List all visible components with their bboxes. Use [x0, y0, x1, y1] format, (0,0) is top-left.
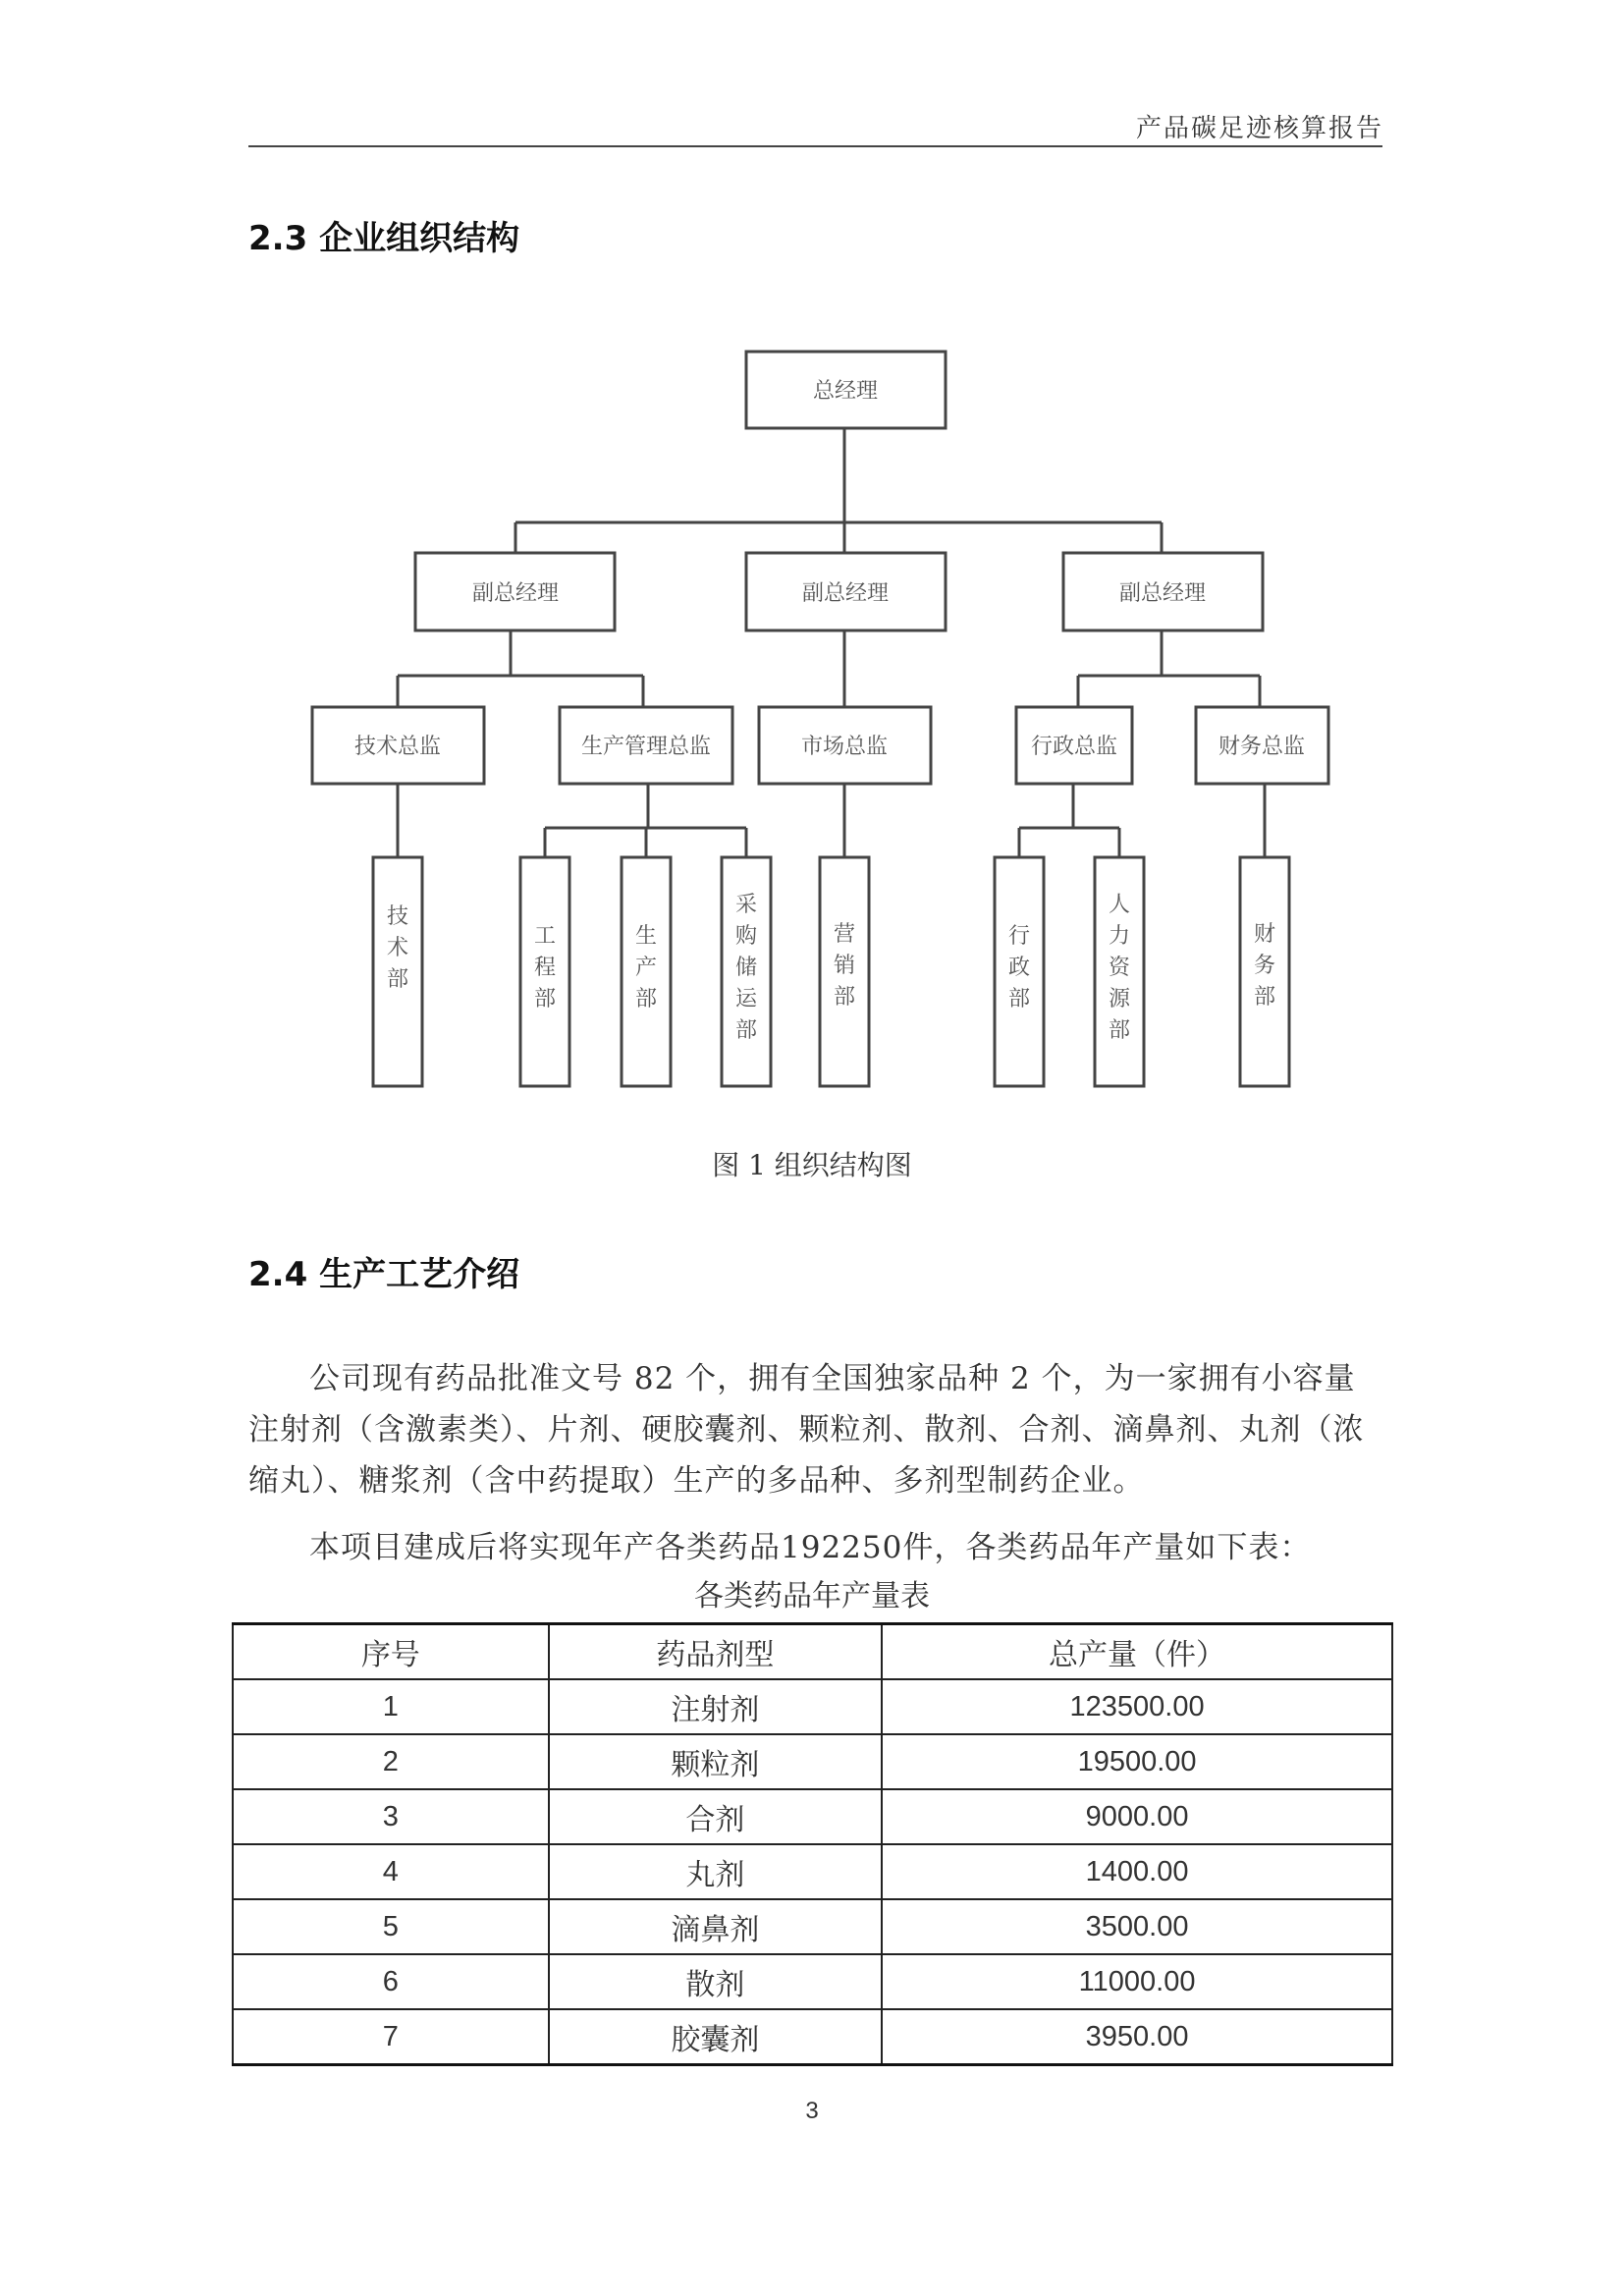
table-row [233, 1789, 1392, 1844]
cell-total-output: 11000.00 [882, 1954, 1392, 2009]
org-connectors [398, 428, 1265, 857]
table-body [233, 1679, 1392, 2065]
intro-paragraph: 公司现有药品批准文号 82 个，拥有全国独家品种 2 个，为一家拥有小容量注射剂（含激素类）、片剂、硬胶囊剂、颗粒剂、散剂、合剂、滴鼻剂、丸剂（浓缩丸）、糖浆剂（含中药提取）生产的多品种、多剂型制药企业。 [248, 1361, 1365, 1499]
table-row [233, 1844, 1392, 1899]
cell-dosage-form: 滴鼻剂 [549, 1899, 882, 1954]
org-node-tech-director [312, 707, 484, 784]
cell-dosage-form: 胶囊剂 [549, 2009, 882, 2065]
org-label-director: 财务总监 [1218, 735, 1306, 759]
figure-caption: 图 1 组织结构图 [712, 1149, 912, 1181]
org-node-dept-production [622, 857, 671, 1086]
section-heading-2-4: 2.4 生产工艺介绍 [248, 1255, 520, 1294]
cell-index: 3 [233, 1789, 549, 1844]
org-node-production-director [560, 707, 732, 784]
org-node-dept-admin [995, 857, 1044, 1086]
org-node-finance-director [1196, 707, 1328, 784]
table-row [233, 1899, 1392, 1954]
org-label-deputy: 副总经理 [1118, 581, 1207, 606]
cell-dosage-form: 合剂 [549, 1789, 882, 1844]
org-node-dept-engineering [520, 857, 569, 1086]
cell-index: 1 [233, 1679, 549, 1734]
cell-dosage-form: 颗粒剂 [549, 1734, 882, 1789]
org-node-deputy-1 [415, 553, 615, 630]
org-label-dept: 采购储运部 [734, 893, 758, 1043]
header-cell-total-output: 总产量（件） [882, 1624, 1392, 1680]
org-label-director: 生产管理总监 [580, 735, 712, 759]
summary-paragraph: 本项目建成后将实现年产各类药品192250件，各类药品年产量如下表： [309, 1530, 1312, 1565]
org-label-deputy: 副总经理 [471, 581, 560, 606]
table-row [233, 1734, 1392, 1789]
section-heading-2-3: 2.3 企业组织结构 [248, 219, 520, 258]
cell-index: 5 [233, 1899, 549, 1954]
header-cell-index: 序号 [233, 1624, 549, 1680]
org-label-dept: 生产部 [634, 924, 658, 1011]
org-node-deputy-3 [1063, 553, 1263, 630]
cell-total-output: 19500.00 [882, 1734, 1392, 1789]
table-caption: 各类药品年产量表 [694, 1579, 930, 1613]
org-label-deputy: 副总经理 [801, 581, 890, 606]
org-label-dept: 工程部 [533, 924, 557, 1011]
cell-dosage-form: 散剂 [549, 1954, 882, 2009]
cell-total-output: 1400.00 [882, 1844, 1392, 1899]
cell-total-output: 3950.00 [882, 2009, 1392, 2065]
production-table [232, 1622, 1393, 2066]
table-header-row [233, 1624, 1392, 1680]
cell-index: 2 [233, 1734, 549, 1789]
cell-total-output: 123500.00 [882, 1679, 1392, 1734]
org-node-dept-hr [1095, 857, 1144, 1086]
running-header: 产品碳足迹核算报告 [1135, 114, 1383, 143]
header-cell-dosage-form: 药品剂型 [549, 1624, 882, 1680]
org-label-dept: 行政部 [1007, 924, 1031, 1011]
cell-index: 4 [233, 1844, 549, 1899]
org-node-dept-tech [373, 857, 422, 1086]
table-row [233, 1954, 1392, 2009]
org-node-dept-purchasing [722, 857, 771, 1086]
cell-total-output: 3500.00 [882, 1899, 1392, 1954]
org-label-dept: 人力资源部 [1108, 893, 1131, 1043]
org-node-admin-director [1016, 707, 1132, 784]
org-label-dept: 营销部 [833, 922, 856, 1010]
page-number: 3 [805, 2098, 819, 2124]
org-node-deputy-2 [746, 553, 946, 630]
cell-index: 7 [233, 2009, 549, 2065]
table-row [233, 2009, 1392, 2065]
org-label-director: 行政总监 [1030, 735, 1118, 759]
cell-dosage-form: 注射剂 [549, 1679, 882, 1734]
table-row [233, 1679, 1392, 1734]
org-label-director: 技术总监 [353, 735, 442, 759]
cell-total-output: 9000.00 [882, 1789, 1392, 1844]
org-label-dept: 财务部 [1253, 922, 1276, 1010]
org-label-director: 市场总监 [800, 735, 889, 759]
org-node-dept-sales [820, 857, 869, 1086]
org-label-dept: 技术部 [386, 904, 409, 992]
cell-dosage-form: 丸剂 [549, 1844, 882, 1899]
org-label-general-manager: 总经理 [812, 379, 879, 404]
org-node-marketing-director [759, 707, 931, 784]
org-node-general-manager [746, 352, 946, 428]
org-node-dept-finance [1240, 857, 1289, 1086]
cell-index: 6 [233, 1954, 549, 2009]
